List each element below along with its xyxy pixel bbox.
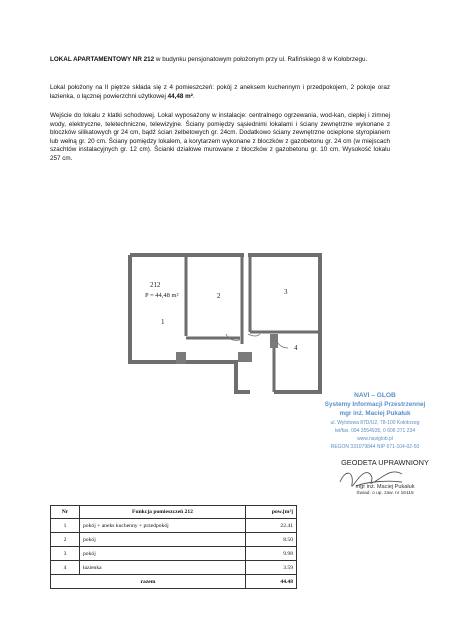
total-value: 44.48 xyxy=(246,575,297,589)
table-header-row xyxy=(51,506,297,519)
table-row xyxy=(51,561,297,575)
header-function: Funkcja pomieszczeń 212 xyxy=(80,506,246,519)
table-row xyxy=(51,533,297,547)
row-nr: 4 xyxy=(51,561,80,575)
geodeta-license: Świad. o up. zaw. nr 16115 xyxy=(356,491,414,496)
plan-room-4: 4 xyxy=(294,344,298,352)
row-area: 3.59 xyxy=(246,561,297,575)
header-area: pow.[m²] xyxy=(246,506,297,519)
plan-wall-block xyxy=(238,352,252,362)
plan-room-2: 2 xyxy=(217,292,221,300)
rooms-text: Lokal położony na II piętrze składa się z 4 pomieszczeń: pokój z aneksem kuchennym i przedpokojem, 2 pokoje oraz łazienka, o łącznej powierzchni użytkowej xyxy=(50,84,390,100)
unit-title: LOKAL APARTAMENTOWY NR 212 xyxy=(50,56,155,63)
row-area: 9.98 xyxy=(246,547,297,561)
geodeta-title: GEODETA UPRAWNIONY xyxy=(341,458,429,467)
plan-outer-wall-right xyxy=(248,255,320,392)
company-name: NAVI – GLOB xyxy=(354,392,396,399)
rooms-text-end: . xyxy=(192,92,195,100)
row-nr: 3 xyxy=(51,547,80,561)
plan-room-1: 1 xyxy=(161,318,165,326)
row-nr: 2 xyxy=(51,533,80,547)
geodeta-name: mgr inż. Maciej Pukałuk xyxy=(355,484,415,490)
company-web: www.naviglob.pl xyxy=(357,436,393,442)
plan-area-label: P = 44,48 m² xyxy=(145,292,179,299)
plan-room-3: 3 xyxy=(284,288,288,296)
total-area: 44,48 m² xyxy=(167,92,193,100)
installations-text: Wejście do lokalu z klatki schodowej. Lokal wyposażony w instalacje: centralnego ogrzewania, wod-kan, ciepłej i zimnej wody, elektryczne, teletechniczne, telewizyjne. Ściany pomiędzy sąsiednimi lokalami i ściany zewnętrzne wykonane z bloczków silikatowych gr 24 cm, bądź ścian żelbetowych gr. 24cm. Dodatkowo ściany zewnętrzne ocieplone styropianem lub wełną gr. 20 cm. Ściany pomiędzy lokalem, a korytarzem wykonane z bloczków z gazobetonu gr. 24 cm (w miejscach szachtów instalacyjnych gr. 12 cm). Ścianki działowe murowane z bloczków z gazobetonu gr. 10 cm. Wysokość lokalu 257 cm. xyxy=(50,112,390,162)
row-function: łazienka xyxy=(80,561,246,575)
rooms-table xyxy=(50,505,297,589)
company-line2: mgr inż. Maciej Pukałuk xyxy=(339,410,411,417)
header-nr: Nr xyxy=(51,506,80,519)
row-nr: 1 xyxy=(51,519,80,533)
table-row xyxy=(51,519,297,533)
row-function: pokój xyxy=(80,547,246,561)
row-function: pokój xyxy=(80,533,246,547)
row-function: pokój + aneks kuchenny + przedpokój xyxy=(80,519,246,533)
row-area: 8.50 xyxy=(246,533,297,547)
company-phone: tel/fax. 094 3554935, 0 606 271 234 xyxy=(334,428,416,434)
plan-bottom-wall xyxy=(178,362,250,392)
table-total-row xyxy=(51,575,297,589)
plan-left-wall xyxy=(130,255,178,362)
company-regon: REGON 331079844 NIP 671-104-02-50 xyxy=(330,444,420,450)
company-line1: Systemy Informacji Przestrzennej xyxy=(324,401,426,408)
table-row xyxy=(51,547,297,561)
unit-location: w budynku pensjonatowym położonym przy ul. Rafińskiego 8 w Kołobrzegu. xyxy=(154,56,368,63)
total-label: razem xyxy=(51,575,246,589)
plan-door-arc xyxy=(248,334,260,336)
plan-unit-number: 212 xyxy=(150,281,161,289)
plan-wall-block xyxy=(176,352,186,364)
row-area: 22.41 xyxy=(246,519,297,533)
company-address: ul. Wylotowa 87D/U2, 78-100 Kołobrzeg xyxy=(330,420,420,426)
